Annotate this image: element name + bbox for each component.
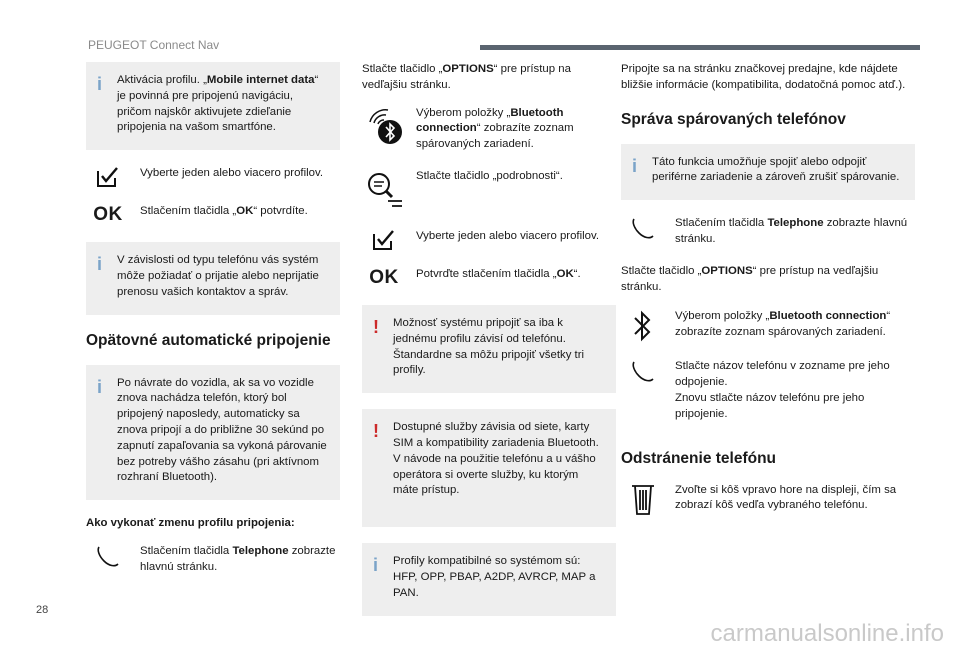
trash-icon	[621, 483, 665, 517]
ok-icon: OK	[93, 204, 123, 226]
header-bar	[480, 45, 920, 50]
info-note-mobile-data	[86, 62, 340, 150]
info-note-contacts	[86, 242, 340, 314]
step-text: Vyberte jeden alebo viacero profilov.	[416, 229, 599, 242]
step-select-profiles	[86, 166, 340, 188]
step-confirm-ok	[86, 204, 340, 226]
phone-icon	[621, 359, 665, 383]
details-magnifier-icon	[362, 169, 406, 209]
step-confirm-ok	[362, 267, 616, 289]
note-text: Táto funkcia umožňuje spojiť alebo odpojiť periférne zariadenie a zároveň zrušiť spárovanie.	[652, 155, 900, 184]
step-text: Výberom položky „Bluetooth connection“ zobrazíte zoznam spárovaných zariadení.	[416, 106, 574, 151]
warning-icon: !	[373, 421, 379, 442]
bluetooth-icon	[621, 309, 665, 343]
step-text: Stlačením tlačidla „OK“ potvrdíte.	[140, 205, 308, 218]
checkbox-icon	[86, 166, 130, 188]
note-text: Po návrate do vozidla, ak sa vo vozidle znova nachádza telefón, ktorý bol pripojený naposledy, automaticky sa znova pripojí a do približne 30 sekúnd po zapnutí zapaľovania sa vykoná párovanie bez potreby vášho zásahu (pri aktívnom rozhraní Bluetooth).	[117, 376, 327, 484]
step-telephone	[86, 544, 340, 576]
column-2	[362, 62, 616, 632]
ok-icon: OK	[369, 266, 399, 288]
info-icon: i	[97, 254, 103, 275]
section-heading-remove: Odstránenie telefónu	[621, 449, 777, 467]
step-telephone	[621, 216, 915, 248]
intro-text: Pripojte sa na stránku značkovej predajne, kde nájdete bližšie informácie (kompatibilita, dodatočná pomoc atď.).	[621, 63, 906, 91]
column-3	[621, 62, 915, 533]
phone-icon	[86, 544, 130, 568]
info-note-profiles	[362, 543, 616, 615]
step-phone-name	[621, 359, 915, 422]
step-text: Stlačením tlačidla Telephone zobrazte hlavnú stránku.	[140, 544, 336, 573]
note-text: V závislosti od typu telefónu vás systém môže požiadať o prijatie alebo neprijatie prenosu vašich kontaktov a správ.	[117, 254, 319, 298]
info-icon: i	[97, 74, 103, 94]
column-1	[86, 62, 340, 592]
info-note-reconnect	[86, 365, 340, 501]
warning-note-profile	[362, 305, 616, 393]
step-text: Zvoľte si kôš vpravo hore na displeji, čím sa zobrazí kôš vedľa vybraného telefónu.	[675, 483, 897, 512]
step-details	[362, 169, 616, 209]
section-heading-manage: Správa spárovaných telefónov	[621, 110, 846, 128]
header-title: PEUGEOT Connect Nav	[88, 38, 220, 52]
step-bluetooth-connection	[362, 106, 616, 153]
step-text: Stlačte tlačidlo „podrobnosti“.	[416, 169, 563, 182]
note-text: Možnosť systému pripojiť sa iba k jednému profilu závisí od telefónu. Štandardne sa môžu pripojiť všetky tri profily.	[393, 316, 585, 377]
options-text: Stlačte tlačidlo „OPTIONS“ pre prístup na vedľajšiu stránku.	[621, 264, 879, 293]
step-text: Potvrďte stlačením tlačidla „OK“.	[416, 267, 581, 280]
step-text: Vyberte jeden alebo viacero profilov.	[140, 167, 323, 180]
warning-icon: !	[373, 316, 379, 337]
options-text: Stlačte tlačidlo „OPTIONS“ pre prístup na vedľajšiu stránku.	[362, 63, 571, 91]
section-heading-reconnect: Opätovné automatické pripojenie	[86, 331, 331, 349]
watermark: carmanualsonline.info	[710, 620, 944, 647]
info-note-manage	[621, 144, 915, 201]
info-icon: i	[632, 155, 638, 176]
step-trash	[621, 483, 915, 517]
info-icon: i	[97, 376, 103, 397]
info-icon: i	[373, 555, 379, 576]
how-to-title: Ako vykonať zmenu profilu pripojenia:	[86, 517, 295, 530]
warning-note-services	[362, 409, 616, 527]
bluetooth-search-icon	[362, 106, 406, 146]
phone-icon	[621, 216, 665, 240]
step-bluetooth-connection	[621, 309, 915, 343]
step-select-profiles	[362, 229, 616, 251]
note-text: Dostupné služby závisia od siete, karty SIM a kompatibility zariadenia Bluetooth. V návode na použitie telefónu a u vášho operátora si overte služby, ku ktorým máte prístup.	[393, 421, 599, 497]
checkbox-icon	[362, 229, 406, 251]
page-number: 28	[36, 604, 49, 616]
step-text: Výberom položky „Bluetooth connection“ zobrazíte zoznam spárovaných zariadení.	[675, 310, 891, 339]
note-text: Profily kompatibilné so systémom sú: HFP, OPP, PBAP, A2DP, AVRCP, MAP a PAN.	[393, 555, 596, 599]
step-text: Stlačte názov telefónu v zozname pre jeho odpojenie. Znovu stlačte názov telefónu pre jeho pripojenie.	[675, 360, 890, 420]
step-text: Stlačením tlačidla Telephone zobrazte hlavnú stránku.	[675, 217, 908, 245]
note-text: Aktivácia profilu. „Mobile internet data“ je povinná pre pripojenú navigáciu, pričom najskôr aktivujete zdieľanie pripojenia na vašom smartfóne.	[117, 74, 319, 134]
